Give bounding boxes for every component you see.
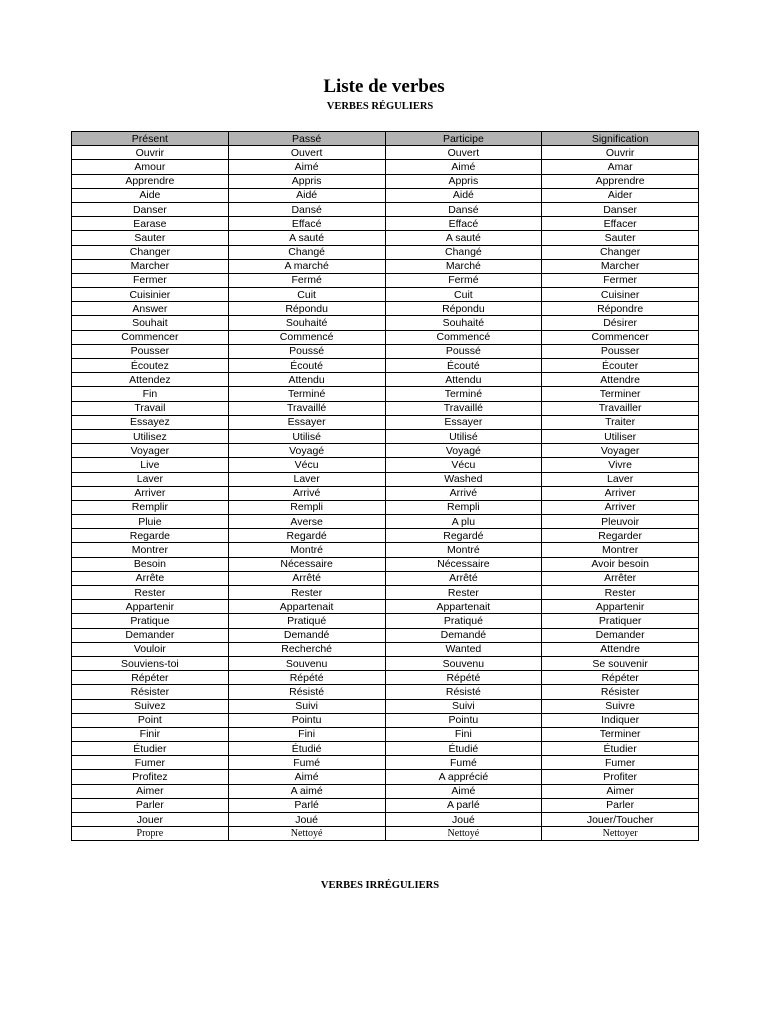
cell-present: Finir: [72, 727, 229, 741]
cell-participe: Résisté: [385, 685, 542, 699]
table-row: [72, 600, 699, 614]
table-row: [72, 500, 699, 514]
table-row: [72, 770, 699, 784]
cell-present: Jouer: [72, 813, 229, 827]
cell-participe: Terminé: [385, 387, 542, 401]
cell-participe: Fini: [385, 727, 542, 741]
cell-present: Earase: [72, 217, 229, 231]
cell-present: Suivez: [72, 699, 229, 713]
cell-present: Fin: [72, 387, 229, 401]
cell-participe: Souvenu: [385, 656, 542, 670]
cell-signification: Jouer/Toucher: [542, 813, 699, 827]
cell-participe: A apprécié: [385, 770, 542, 784]
cell-present: Fermer: [72, 273, 229, 287]
cell-participe: Rester: [385, 586, 542, 600]
cell-participe: Regardé: [385, 529, 542, 543]
table-row: [72, 557, 699, 571]
table-row: [72, 784, 699, 798]
cell-passe: Montré: [228, 543, 385, 557]
cell-passe: Recherché: [228, 642, 385, 656]
cell-present: Vouloir: [72, 642, 229, 656]
cell-present: Live: [72, 458, 229, 472]
cell-participe: Répondu: [385, 302, 542, 316]
cell-passe: Commencé: [228, 330, 385, 344]
cell-passe: Écouté: [228, 359, 385, 373]
cell-signification: Marcher: [542, 259, 699, 273]
cell-present: Laver: [72, 472, 229, 486]
cell-present: Résister: [72, 685, 229, 699]
cell-passe: Arrêté: [228, 571, 385, 585]
cell-passe: A aimé: [228, 784, 385, 798]
cell-participe: Nécessaire: [385, 557, 542, 571]
cell-passe: Travaillé: [228, 401, 385, 415]
cell-participe: Dansé: [385, 202, 542, 216]
cell-signification: Vivre: [542, 458, 699, 472]
cell-passe: Rempli: [228, 500, 385, 514]
table-row: [72, 231, 699, 245]
cell-signification: Fermer: [542, 273, 699, 287]
cell-signification: Répéter: [542, 671, 699, 685]
cell-passe: Nettoyé: [228, 827, 385, 841]
cell-signification: Fumer: [542, 756, 699, 770]
cell-passe: Nécessaire: [228, 557, 385, 571]
table-row: [72, 515, 699, 529]
cell-participe: Suivi: [385, 699, 542, 713]
cell-present: Pousser: [72, 344, 229, 358]
table-row: [72, 387, 699, 401]
cell-signification: Appartenir: [542, 600, 699, 614]
cell-signification: Pousser: [542, 344, 699, 358]
cell-present: Rester: [72, 586, 229, 600]
cell-present: Cuisinier: [72, 288, 229, 302]
cell-participe: Poussé: [385, 344, 542, 358]
cell-participe: Pointu: [385, 713, 542, 727]
cell-signification: Sauter: [542, 231, 699, 245]
cell-signification: Utiliser: [542, 429, 699, 443]
cell-passe: Souvenu: [228, 656, 385, 670]
cell-signification: Aider: [542, 188, 699, 202]
table-row: [72, 486, 699, 500]
cell-present: Demander: [72, 628, 229, 642]
table-row: [72, 472, 699, 486]
cell-present: Amour: [72, 160, 229, 174]
cell-participe: Fumé: [385, 756, 542, 770]
cell-signification: Effacer: [542, 217, 699, 231]
cell-passe: Cuit: [228, 288, 385, 302]
cell-present: Travail: [72, 401, 229, 415]
cell-present: Besoin: [72, 557, 229, 571]
table-row: [72, 429, 699, 443]
cell-participe: Commencé: [385, 330, 542, 344]
header-passe: Passé: [228, 132, 385, 146]
cell-present: Attendez: [72, 373, 229, 387]
cell-present: Essayez: [72, 415, 229, 429]
cell-present: Changer: [72, 245, 229, 259]
cell-participe: Vécu: [385, 458, 542, 472]
cell-participe: A sauté: [385, 231, 542, 245]
cell-passe: A marché: [228, 259, 385, 273]
cell-passe: Résisté: [228, 685, 385, 699]
cell-present: Aide: [72, 188, 229, 202]
cell-signification: Apprendre: [542, 174, 699, 188]
cell-passe: Changé: [228, 245, 385, 259]
table-row: [72, 330, 699, 344]
table-row: [72, 813, 699, 827]
cell-signification: Aimer: [542, 784, 699, 798]
cell-participe: Aimé: [385, 160, 542, 174]
cell-signification: Commencer: [542, 330, 699, 344]
cell-passe: Appartenait: [228, 600, 385, 614]
table-row: [72, 188, 699, 202]
cell-present: Répéter: [72, 671, 229, 685]
cell-passe: Demandé: [228, 628, 385, 642]
cell-participe: Arrivé: [385, 486, 542, 500]
cell-passe: Répété: [228, 671, 385, 685]
cell-participe: Travaillé: [385, 401, 542, 415]
cell-present: Utilisez: [72, 429, 229, 443]
table-row: [72, 727, 699, 741]
cell-passe: Aimé: [228, 160, 385, 174]
table-row: [72, 245, 699, 259]
table-row: [72, 344, 699, 358]
cell-signification: Désirer: [542, 316, 699, 330]
cell-passe: Voyagé: [228, 444, 385, 458]
table-row: [72, 401, 699, 415]
cell-present: Apprendre: [72, 174, 229, 188]
cell-passe: Utilisé: [228, 429, 385, 443]
verbs-table: [71, 131, 699, 841]
header-participe: Participe: [385, 132, 542, 146]
cell-passe: Attendu: [228, 373, 385, 387]
cell-signification: Résister: [542, 685, 699, 699]
cell-present: Étudier: [72, 742, 229, 756]
cell-signification: Attendre: [542, 642, 699, 656]
cell-passe: Répondu: [228, 302, 385, 316]
cell-passe: Averse: [228, 515, 385, 529]
cell-passe: Rester: [228, 586, 385, 600]
table-row: [72, 685, 699, 699]
table-row: [72, 798, 699, 812]
cell-signification: Rester: [542, 586, 699, 600]
cell-passe: Terminé: [228, 387, 385, 401]
header-signification: Signification: [542, 132, 699, 146]
cell-passe: Ouvert: [228, 146, 385, 160]
cell-signification: Nettoyer: [542, 827, 699, 841]
cell-present: Profitez: [72, 770, 229, 784]
table-body: [72, 146, 699, 841]
cell-signification: Étudier: [542, 742, 699, 756]
cell-participe: Demandé: [385, 628, 542, 642]
section-heading-regular: VERBES RÉGULIERS: [326, 101, 434, 112]
cell-present: Commencer: [72, 330, 229, 344]
cell-signification: Arriver: [542, 500, 699, 514]
table-row: [72, 671, 699, 685]
cell-present: Propre: [72, 827, 229, 841]
table-row: [72, 628, 699, 642]
table-row: [72, 571, 699, 585]
table-row: [72, 699, 699, 713]
cell-present: Aimer: [72, 784, 229, 798]
cell-present: Souhait: [72, 316, 229, 330]
cell-passe: Aidé: [228, 188, 385, 202]
cell-passe: A sauté: [228, 231, 385, 245]
cell-signification: Voyager: [542, 444, 699, 458]
cell-passe: Aimé: [228, 770, 385, 784]
table-row: [72, 259, 699, 273]
page-title: Liste de verbes: [323, 76, 445, 97]
cell-present: Remplir: [72, 500, 229, 514]
cell-passe: Vécu: [228, 458, 385, 472]
table-row: [72, 458, 699, 472]
cell-signification: Montrer: [542, 543, 699, 557]
cell-participe: A plu: [385, 515, 542, 529]
table-row: [72, 359, 699, 373]
cell-present: Écoutez: [72, 359, 229, 373]
cell-passe: Laver: [228, 472, 385, 486]
cell-signification: Arriver: [542, 486, 699, 500]
cell-signification: Arrêter: [542, 571, 699, 585]
table-row: [72, 288, 699, 302]
cell-present: Danser: [72, 202, 229, 216]
cell-present: Ouvrir: [72, 146, 229, 160]
table-row: [72, 543, 699, 557]
cell-signification: Cuisiner: [542, 288, 699, 302]
cell-participe: Arrêté: [385, 571, 542, 585]
cell-signification: Ouvrir: [542, 146, 699, 160]
cell-passe: Pointu: [228, 713, 385, 727]
cell-present: Voyager: [72, 444, 229, 458]
cell-present: Point: [72, 713, 229, 727]
cell-signification: Regarder: [542, 529, 699, 543]
cell-signification: Pleuvoir: [542, 515, 699, 529]
cell-participe: Répété: [385, 671, 542, 685]
cell-signification: Répondre: [542, 302, 699, 316]
table-row: [72, 756, 699, 770]
cell-signification: Terminer: [542, 387, 699, 401]
cell-passe: Souhaité: [228, 316, 385, 330]
cell-passe: Fumé: [228, 756, 385, 770]
cell-participe: Montré: [385, 543, 542, 557]
cell-present: Marcher: [72, 259, 229, 273]
cell-passe: Regardé: [228, 529, 385, 543]
cell-participe: Rempli: [385, 500, 542, 514]
cell-participe: Pratiqué: [385, 614, 542, 628]
cell-present: Appartenir: [72, 600, 229, 614]
cell-present: Montrer: [72, 543, 229, 557]
cell-passe: Effacé: [228, 217, 385, 231]
table-row: [72, 415, 699, 429]
cell-present: Answer: [72, 302, 229, 316]
cell-participe: Voyagé: [385, 444, 542, 458]
table-row: [72, 742, 699, 756]
header-present: Présent: [72, 132, 229, 146]
cell-signification: Traiter: [542, 415, 699, 429]
cell-participe: Joué: [385, 813, 542, 827]
cell-participe: Essayer: [385, 415, 542, 429]
cell-signification: Suivre: [542, 699, 699, 713]
cell-participe: Écouté: [385, 359, 542, 373]
cell-participe: A parlé: [385, 798, 542, 812]
table-row: [72, 642, 699, 656]
table-row: [72, 202, 699, 216]
table-row: [72, 174, 699, 188]
cell-passe: Pratiqué: [228, 614, 385, 628]
table-row: [72, 273, 699, 287]
cell-present: Regarde: [72, 529, 229, 543]
cell-signification: Demander: [542, 628, 699, 642]
cell-participe: Attendu: [385, 373, 542, 387]
cell-passe: Arrivé: [228, 486, 385, 500]
cell-participe: Aimé: [385, 784, 542, 798]
cell-participe: Nettoyé: [385, 827, 542, 841]
table-row: [72, 302, 699, 316]
cell-participe: Cuit: [385, 288, 542, 302]
cell-passe: Suivi: [228, 699, 385, 713]
cell-present: Pratique: [72, 614, 229, 628]
cell-signification: Attendre: [542, 373, 699, 387]
cell-present: Parler: [72, 798, 229, 812]
cell-present: Sauter: [72, 231, 229, 245]
cell-signification: Travailler: [542, 401, 699, 415]
cell-present: Arriver: [72, 486, 229, 500]
cell-passe: Étudié: [228, 742, 385, 756]
cell-participe: Appris: [385, 174, 542, 188]
cell-passe: Appris: [228, 174, 385, 188]
cell-signification: Pratiquer: [542, 614, 699, 628]
cell-signification: Avoir besoin: [542, 557, 699, 571]
cell-participe: Appartenait: [385, 600, 542, 614]
cell-signification: Parler: [542, 798, 699, 812]
cell-participe: Souhaité: [385, 316, 542, 330]
table-row: [72, 217, 699, 231]
cell-signification: Profiter: [542, 770, 699, 784]
cell-participe: Effacé: [385, 217, 542, 231]
cell-signification: Indiquer: [542, 713, 699, 727]
cell-signification: Écouter: [542, 359, 699, 373]
cell-signification: Laver: [542, 472, 699, 486]
cell-participe: Wanted: [385, 642, 542, 656]
cell-participe: Aidé: [385, 188, 542, 202]
table-row: [72, 160, 699, 174]
cell-participe: Washed: [385, 472, 542, 486]
table-row: [72, 614, 699, 628]
cell-signification: Danser: [542, 202, 699, 216]
cell-participe: Marché: [385, 259, 542, 273]
cell-passe: Dansé: [228, 202, 385, 216]
cell-passe: Joué: [228, 813, 385, 827]
cell-signification: Se souvenir: [542, 656, 699, 670]
cell-present: Arrête: [72, 571, 229, 585]
cell-participe: Changé: [385, 245, 542, 259]
table-row: [72, 146, 699, 160]
cell-participe: Étudié: [385, 742, 542, 756]
table-row: [72, 827, 699, 841]
cell-present: Pluie: [72, 515, 229, 529]
cell-participe: Ouvert: [385, 146, 542, 160]
table-row: [72, 656, 699, 670]
table-row: [72, 529, 699, 543]
cell-passe: Poussé: [228, 344, 385, 358]
table-row: [72, 373, 699, 387]
cell-passe: Fermé: [228, 273, 385, 287]
table-row: [72, 316, 699, 330]
cell-signification: Terminer: [542, 727, 699, 741]
table-row: [72, 586, 699, 600]
table-header: [72, 132, 699, 146]
table-row: [72, 444, 699, 458]
header-row: [72, 132, 699, 146]
cell-passe: Essayer: [228, 415, 385, 429]
table-row: [72, 713, 699, 727]
cell-passe: Fini: [228, 727, 385, 741]
cell-signification: Amar: [542, 160, 699, 174]
cell-passe: Parlé: [228, 798, 385, 812]
cell-signification: Changer: [542, 245, 699, 259]
cell-present: Souviens-toi: [72, 656, 229, 670]
cell-present: Fumer: [72, 756, 229, 770]
cell-participe: Fermé: [385, 273, 542, 287]
section-heading-irregular: VERBES IRRÉGULIERS: [320, 880, 440, 891]
cell-participe: Utilisé: [385, 429, 542, 443]
